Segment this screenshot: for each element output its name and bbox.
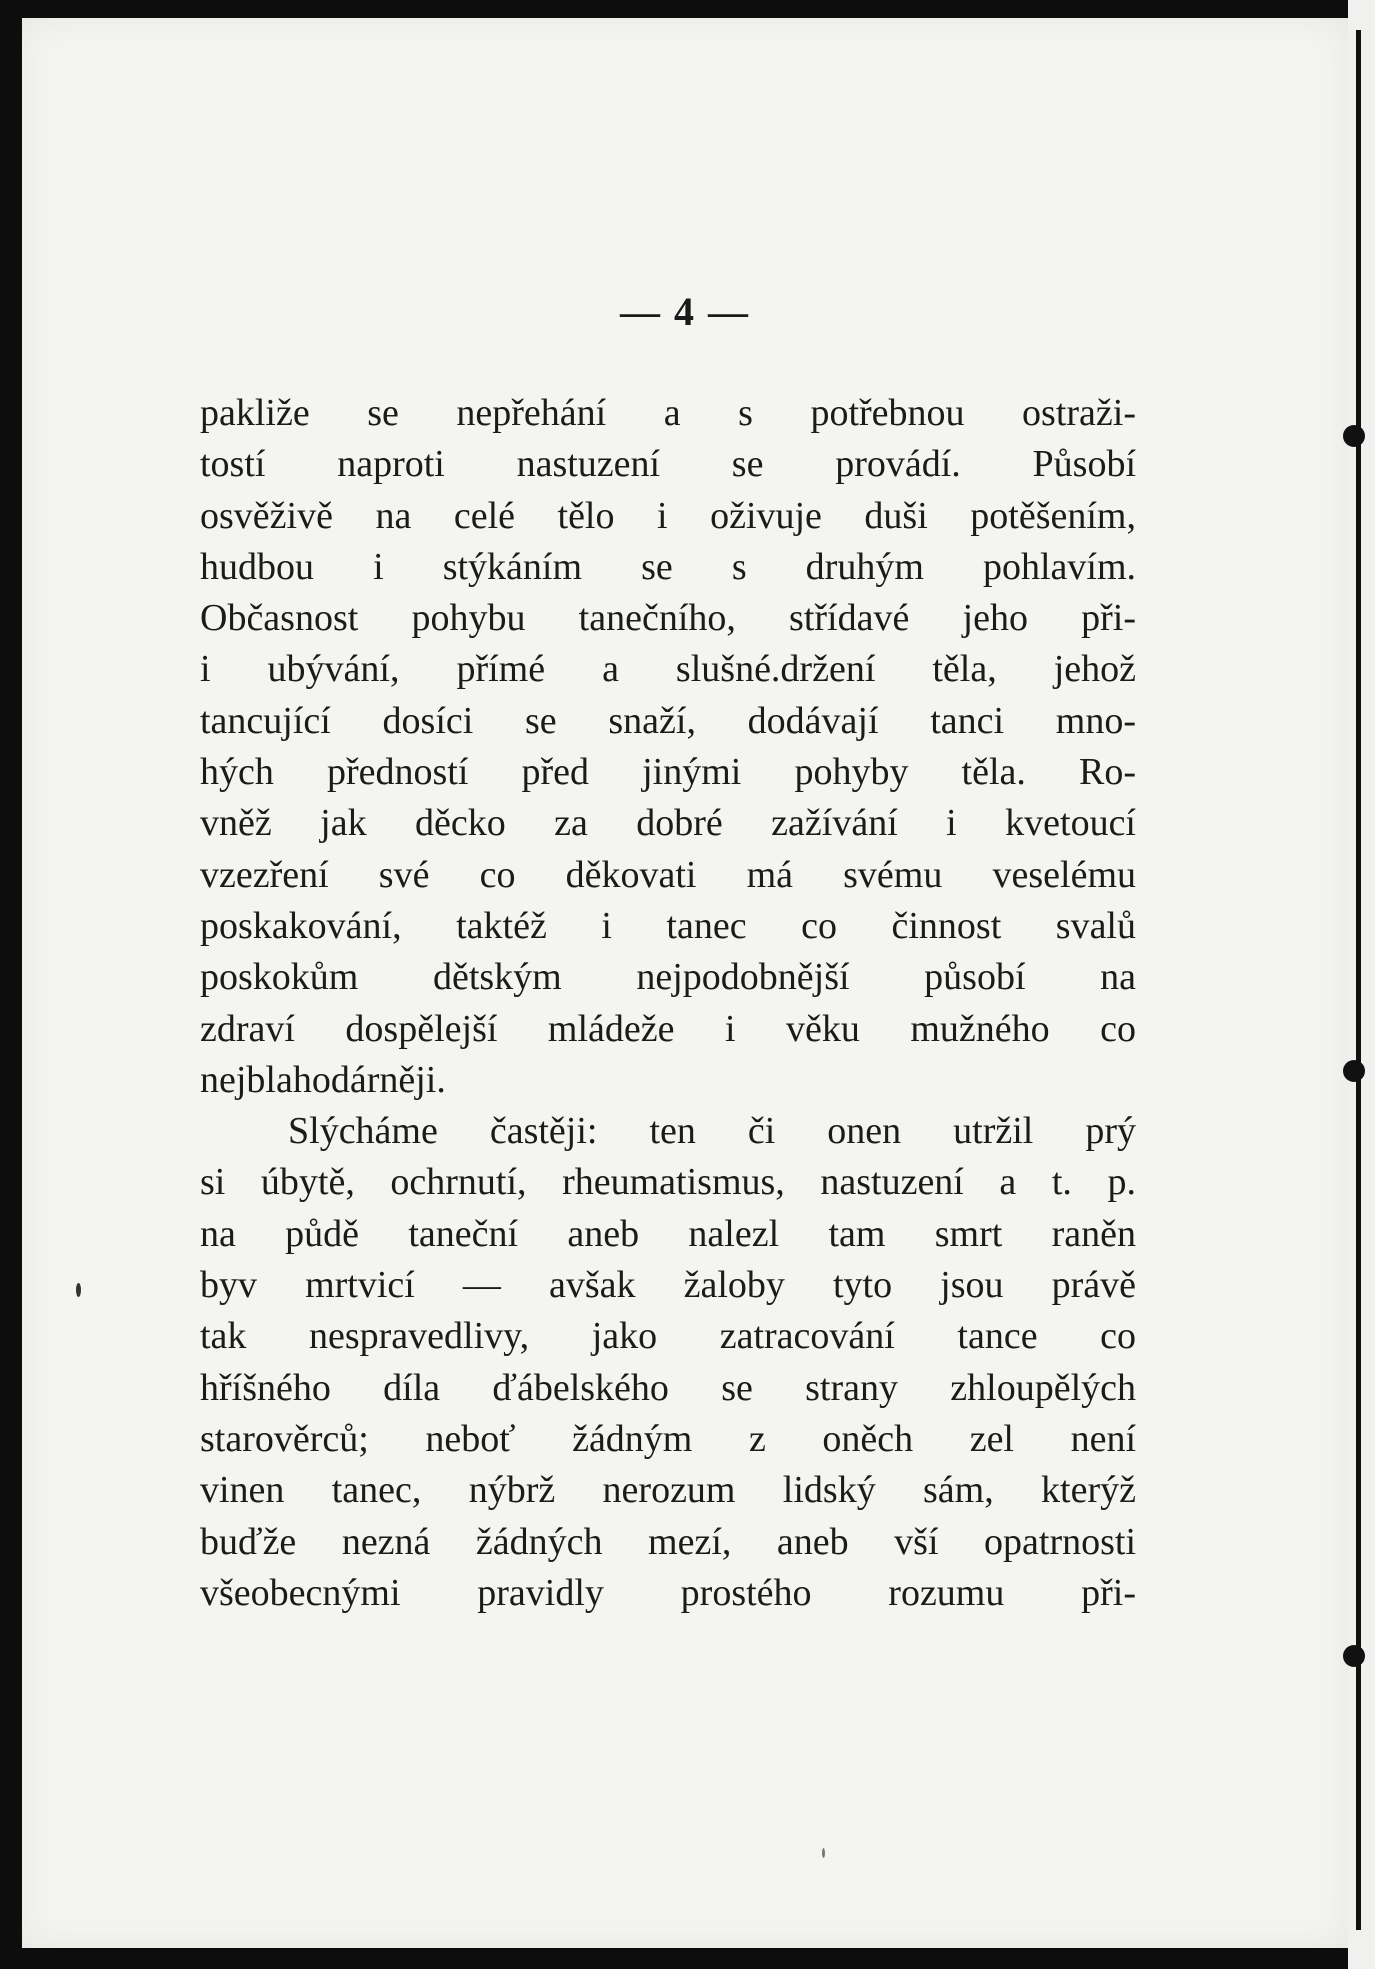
text-line: tancující dosíci se snaží, dodávají tanci mno-	[200, 699, 1136, 742]
text-line: hých předností před jinými pohyby těla. Ro-	[200, 751, 1136, 794]
text-line: buďže nezná žádných mezí, aneb vší opatrnosti	[200, 1520, 1136, 1563]
binding-stitch-mark	[1343, 425, 1365, 447]
text-line: starověrců; neboť žádným z oněch zel není	[200, 1417, 1136, 1460]
text-line: hříšného díla ďábelského se strany zhloupělých	[200, 1366, 1136, 1409]
text-line: tak nespravedlivy, jako zatracování tance co	[200, 1315, 1136, 1358]
book-page	[22, 18, 1348, 1948]
text-line: hudbou i stýkáním se s druhým pohlavím.	[200, 545, 1136, 588]
text-line: osvěživě na celé tělo i oživuje duši potěšením,	[200, 494, 1136, 537]
text-line: vinen tanec, nýbrž nerozum lidský sám, kterýž	[200, 1469, 1136, 1512]
page-number: — 4 —	[620, 289, 750, 334]
text-line: na půdě taneční aneb nalezl tam smrt raněn	[200, 1212, 1136, 1255]
paragraph-1	[200, 388, 1136, 1106]
text-line: pakliže se nepřehání a s potřebnou ostraži-	[200, 392, 1136, 434]
paper-speck	[76, 1283, 81, 1297]
text-line: zdraví dospělejší mládeže i věku mužného co	[200, 1007, 1136, 1050]
text-line: poskakování, taktéž i tanec co činnost svalů	[200, 904, 1136, 947]
text-line: nejblahodárněji.	[200, 1058, 446, 1101]
scan-top-edge	[22, 0, 1348, 18]
text-line: Slýcháme častěji: ten či onen utržil prý	[288, 1110, 1136, 1153]
text-line: vzezření své co děkovati má svému veselému	[200, 853, 1136, 896]
text-line: tostí naproti nastuzení se provádí. Působí	[200, 443, 1136, 486]
text-line: byv mrtvicí — avšak žaloby tyto jsou právě	[200, 1264, 1136, 1307]
text-line: Občasnost pohybu tanečního, střídavé jeho při-	[200, 597, 1136, 640]
paragraph-2	[200, 1106, 1136, 1619]
text-line: i ubývání, přímé a slušné.držení těla, jehož	[200, 648, 1136, 691]
text-line: všeobecnými pravidly prostého rozumu při-	[200, 1571, 1136, 1614]
binding-stitch-mark	[1343, 1645, 1365, 1667]
binding-edge	[1348, 0, 1375, 1969]
body-text	[200, 388, 1136, 1619]
text-line: vněž jak děcko za dobré zažívání i kvetoucí	[200, 802, 1136, 845]
text-line: si úbytě, ochrnutí, rheumatismus, nastuzení a t. p.	[200, 1161, 1136, 1204]
text-line: poskokům dětským nejpodobnější působí na	[200, 956, 1136, 999]
paper-speck	[822, 1848, 825, 1858]
binding-stitch-mark	[1343, 1060, 1365, 1082]
